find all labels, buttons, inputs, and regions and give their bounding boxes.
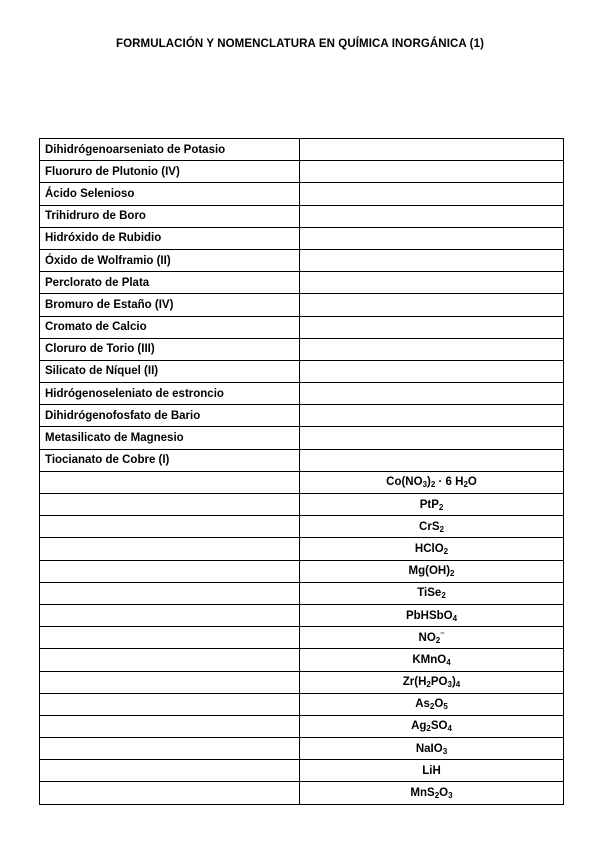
formula-subscript: 2 [426, 724, 431, 734]
formula-row [40, 693, 564, 715]
name-row [40, 272, 564, 294]
formula-subscript: 2 [463, 480, 468, 490]
answer-formula-cell[interactable] [300, 405, 564, 427]
formula-subscript: 4 [446, 657, 451, 667]
name-row [40, 449, 564, 471]
formula-text: TiSe [417, 587, 442, 600]
compound-name: Cloruro de Torio (III) [40, 338, 300, 360]
name-row [40, 227, 564, 249]
formula-subscript: 2 [435, 635, 441, 645]
formula-subscript: 2 [443, 546, 449, 556]
formula-subscript: 2 [434, 791, 440, 801]
formula-text: CrS [419, 520, 440, 533]
answer-name-cell[interactable] [40, 538, 300, 560]
compound-name: Hidróxido de Rubidio [40, 227, 300, 249]
chemical-formula [300, 471, 564, 493]
chemical-formula [300, 560, 564, 582]
answer-name-cell[interactable] [40, 760, 300, 782]
answer-formula-cell[interactable] [300, 249, 564, 271]
compound-name: Ácido Selenioso [40, 183, 300, 205]
answer-name-cell[interactable] [40, 693, 300, 715]
formula-subscript: 4 [452, 613, 458, 623]
answer-formula-cell[interactable] [300, 161, 564, 183]
name-row [40, 338, 564, 360]
formula-text: KMnO [412, 653, 447, 666]
compound-name: Tiocianato de Cobre (I) [40, 449, 300, 471]
answer-name-cell[interactable] [40, 471, 300, 493]
name-row [40, 161, 564, 183]
formula-text: O [467, 476, 477, 489]
chemical-formula [300, 738, 564, 760]
chemical-formula [300, 627, 564, 649]
formula-subscript: 4 [455, 680, 461, 690]
answer-formula-cell[interactable] [300, 183, 564, 205]
answer-name-cell[interactable] [40, 604, 300, 626]
formula-text: Ag [411, 720, 427, 733]
answer-formula-cell[interactable] [300, 272, 564, 294]
formula-superscript: ⁻ [440, 629, 445, 639]
compound-name: Trihidruro de Boro [40, 205, 300, 227]
compound-name: Hidrógenoseleniato de estroncio [40, 383, 300, 405]
name-row [40, 360, 564, 382]
formula-subscript: 2 [441, 591, 446, 601]
name-row [40, 249, 564, 271]
formula-subscript: 2 [450, 569, 455, 579]
answer-name-cell[interactable] [40, 560, 300, 582]
compound-name: Silicato de Níquel (II) [40, 360, 300, 382]
formula-text: ) [427, 476, 431, 489]
answer-name-cell[interactable] [40, 494, 300, 516]
answer-formula-cell[interactable] [300, 427, 564, 449]
formula-text: O [434, 698, 444, 711]
formula-subscript: 3 [447, 680, 452, 690]
formula-row [40, 782, 564, 804]
answer-formula-cell[interactable] [300, 383, 564, 405]
formula-row [40, 738, 564, 760]
chemical-formula [300, 604, 564, 626]
answer-name-cell[interactable] [40, 738, 300, 760]
formula-subscript: 3 [422, 480, 428, 490]
formula-text: O [439, 787, 449, 800]
name-row [40, 383, 564, 405]
exercise-table [39, 138, 564, 805]
chemical-formula [300, 782, 564, 804]
formula-text: HClO [414, 542, 444, 555]
chemical-formula [300, 671, 564, 693]
answer-name-cell[interactable] [40, 715, 300, 737]
answer-formula-cell[interactable] [300, 360, 564, 382]
formula-subscript: 5 [443, 702, 448, 712]
compound-name: Metasilicato de Magnesio [40, 427, 300, 449]
answer-formula-cell[interactable] [300, 139, 564, 161]
formula-text: PtP [419, 498, 439, 511]
name-row [40, 405, 564, 427]
formula-text: Zr(H [402, 676, 427, 689]
formula-subscript: 2 [430, 480, 436, 490]
page-title: FORMULACIÓN Y NOMENCLATURA EN QUÍMICA INORGÁNICA (1) [115, 38, 485, 50]
answer-formula-cell[interactable] [300, 338, 564, 360]
answer-name-cell[interactable] [40, 582, 300, 604]
answer-formula-cell[interactable] [300, 316, 564, 338]
formula-text: SO [430, 720, 448, 733]
compound-name: Bromuro de Estaño (IV) [40, 294, 300, 316]
chemical-formula [300, 649, 564, 671]
formula-subscript: 2 [429, 702, 435, 712]
formula-row [40, 627, 564, 649]
compound-name: Dihidrógenoarseniato de Potasio [40, 139, 300, 161]
formula-text: PO [430, 676, 448, 689]
name-row [40, 205, 564, 227]
answer-formula-cell[interactable] [300, 449, 564, 471]
formula-subscript: 2 [438, 502, 444, 512]
formula-row [40, 760, 564, 782]
name-row [40, 316, 564, 338]
formula-row [40, 471, 564, 493]
chemical-formula [300, 494, 564, 516]
formula-text: PbHSbO [405, 609, 453, 622]
formula-row [40, 582, 564, 604]
answer-formula-cell[interactable] [300, 294, 564, 316]
formula-text: ) [451, 676, 456, 689]
formula-subscript: 4 [447, 724, 452, 734]
formula-row [40, 560, 564, 582]
chemical-formula [300, 693, 564, 715]
name-row [40, 183, 564, 205]
formula-subscript: 3 [442, 746, 448, 756]
compound-name: Perclorato de Plata [40, 272, 300, 294]
formula-row [40, 516, 564, 538]
formula-text: MnS [410, 787, 435, 800]
formula-text: LiH [422, 764, 441, 777]
chemical-formula [300, 538, 564, 560]
formula-row [40, 604, 564, 626]
chemical-formula [300, 582, 564, 604]
formula-row [40, 671, 564, 693]
formula-text: · 6 H [435, 476, 464, 489]
formula-text: As [415, 698, 430, 711]
formula-text: Mg(OH) [408, 565, 451, 578]
chemical-formula [300, 760, 564, 782]
formula-subscript: 3 [448, 791, 453, 801]
formula-row [40, 494, 564, 516]
answer-name-cell[interactable] [40, 516, 300, 538]
compound-name: Óxido de Wolframio (II) [40, 249, 300, 271]
formula-text: Co(NO [386, 476, 423, 489]
formula-row [40, 715, 564, 737]
formula-row [40, 538, 564, 560]
formula-text: NaIO [415, 742, 443, 755]
chemical-formula [300, 516, 564, 538]
name-row [40, 427, 564, 449]
chemical-formula [300, 715, 564, 737]
name-row [40, 139, 564, 161]
compound-name: Fluoruro de Plutonio (IV) [40, 161, 300, 183]
compound-name: Cromato de Calcio [40, 316, 300, 338]
formula-subscript: 2 [426, 680, 431, 690]
answer-name-cell[interactable] [40, 782, 300, 804]
answer-name-cell[interactable] [40, 671, 300, 693]
answer-name-cell[interactable] [40, 627, 300, 649]
compound-name: Dihidrógenofosfato de Bario [40, 405, 300, 427]
answer-name-cell[interactable] [40, 649, 300, 671]
exercise-rows [40, 139, 564, 805]
formula-subscript: 2 [439, 524, 444, 534]
answer-formula-cell[interactable] [300, 227, 564, 249]
formula-text: NO [418, 631, 436, 644]
answer-formula-cell[interactable] [300, 205, 564, 227]
name-row [40, 294, 564, 316]
formula-row [40, 649, 564, 671]
